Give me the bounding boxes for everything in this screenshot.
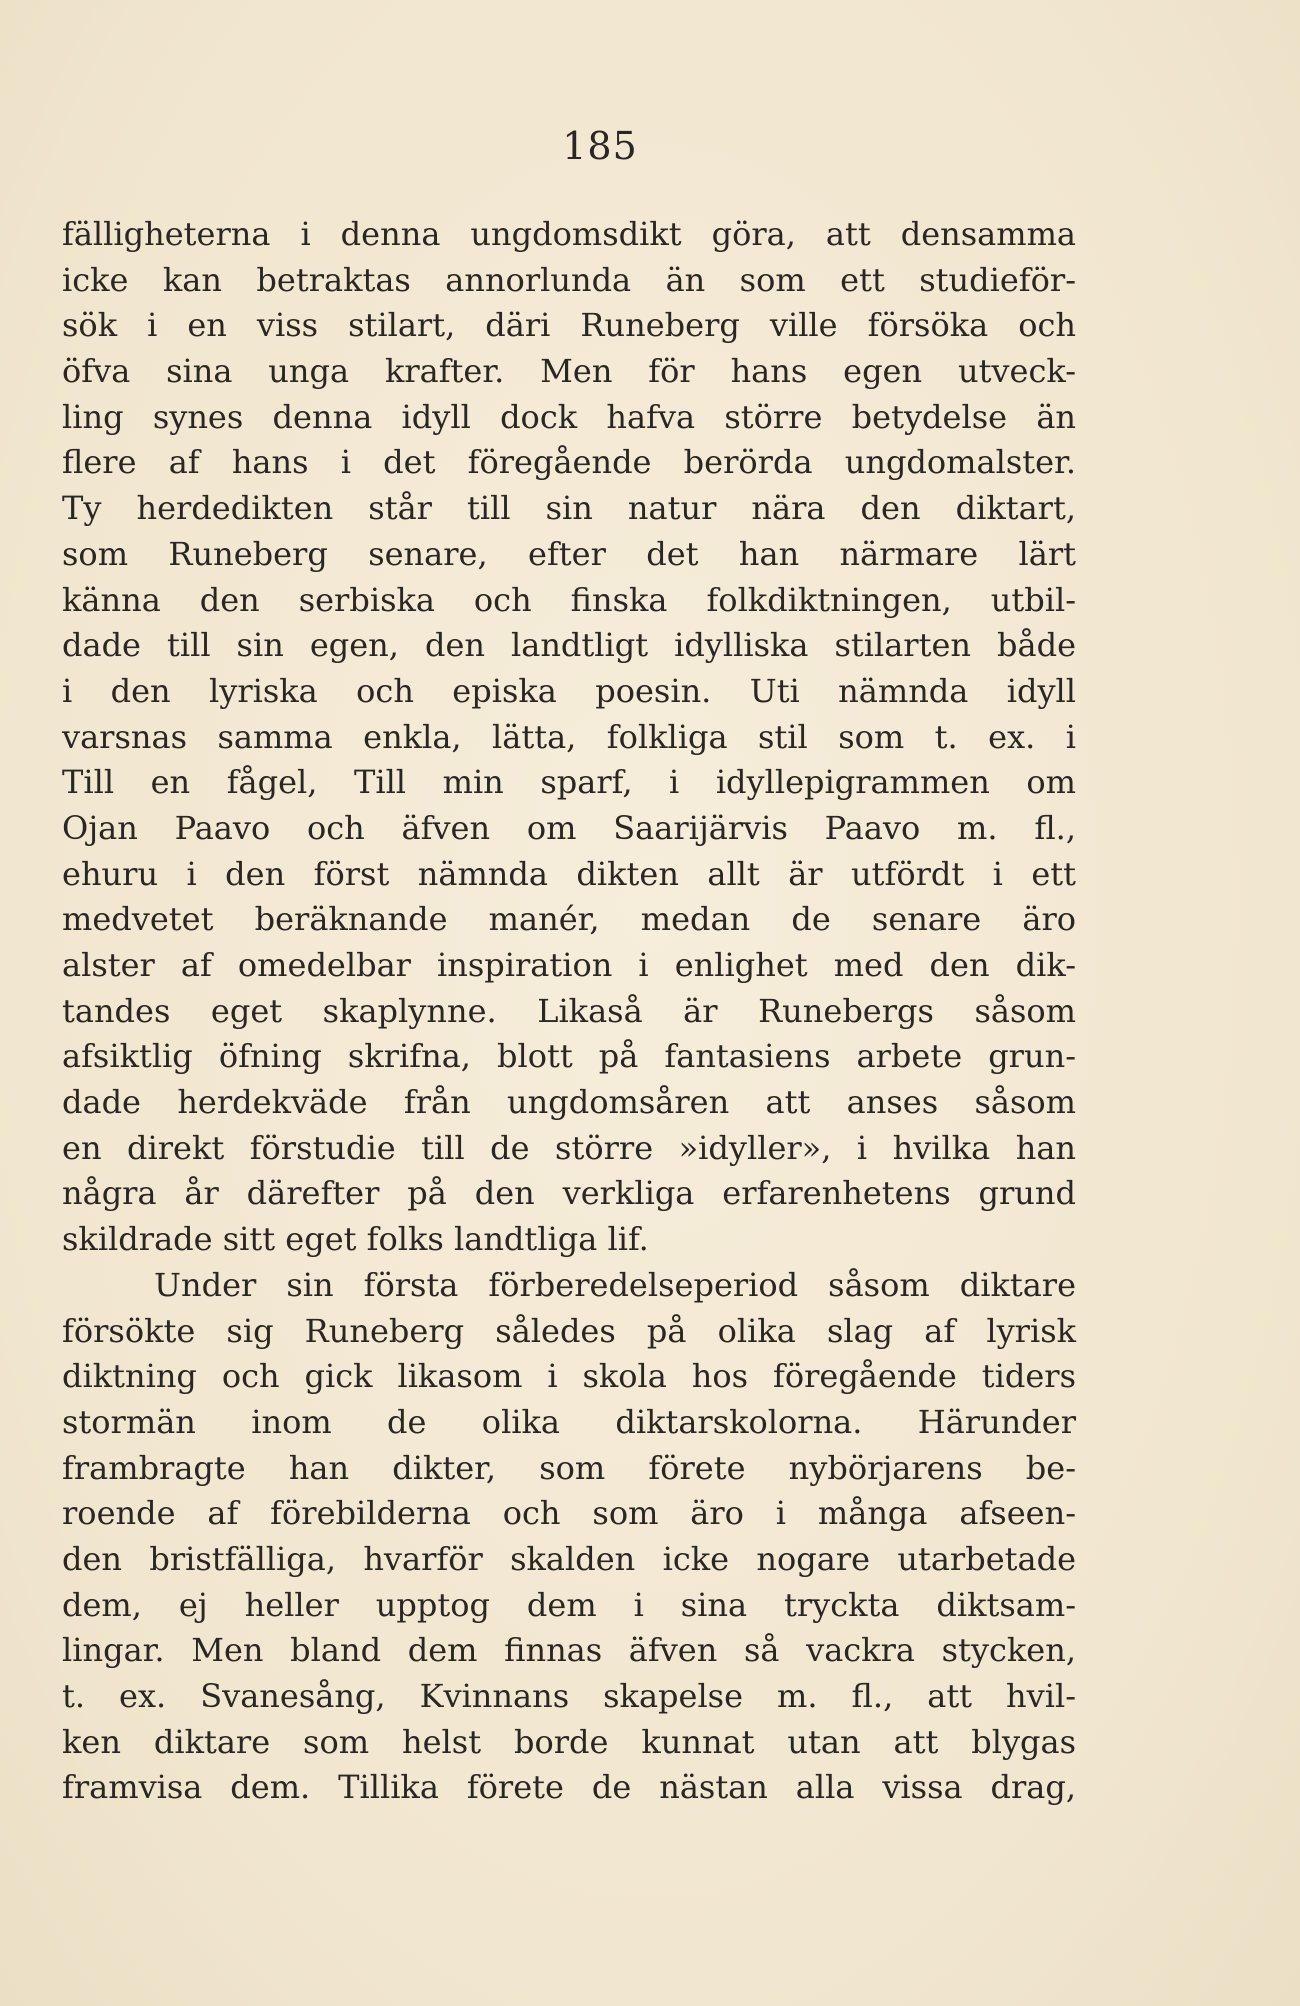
text-line: en direkt förstudie till de större »idyller», i hvilka han bbox=[62, 1128, 1076, 1167]
text-line: sök i en viss stilart, däri Runeberg ville försöka och bbox=[62, 306, 1076, 345]
text-line: alster af omedelbar inspiration i enlighet med den dik- bbox=[62, 946, 1076, 984]
text-line: i den lyriska och episka poesin. Uti nämnda idyll bbox=[62, 671, 1076, 710]
body-text bbox=[62, 212, 1076, 1811]
text-line: roende af förebilderna och som äro i många afseen- bbox=[62, 1494, 1076, 1533]
text-line: t. ex. Svanesång, Kvinnans skapelse m. fl., att hvil- bbox=[62, 1677, 1076, 1715]
text-line: lingar. Men bland dem finnas äfven så vackra stycken, bbox=[62, 1631, 1076, 1670]
page-number: 185 bbox=[562, 124, 638, 168]
text-line: ehuru i den först nämnda dikten allt är utfördt i ett bbox=[62, 854, 1076, 893]
text-line: fälligheterna i denna ungdomsdikt göra, att densamma bbox=[62, 215, 1076, 253]
text-line: dade till sin egen, den landtligt idylliska stilarten både bbox=[62, 626, 1076, 665]
text-line: dade herdekväde från ungdomsåren att anses såsom bbox=[62, 1083, 1076, 1122]
text-line: diktning och gick likasom i skola hos föregående tiders bbox=[62, 1357, 1076, 1396]
text-line: frambragte han dikter, som förete nybörjarens be- bbox=[62, 1448, 1076, 1487]
text-line-paragraph-end: skildrade sitt eget folks landtliga lif. bbox=[62, 1220, 649, 1259]
text-line: stormän inom de olika diktarskolorna. Härunder bbox=[62, 1402, 1076, 1441]
text-line: Ty herdedikten står till sin natur nära den diktart, bbox=[62, 489, 1076, 528]
text-line: tandes eget skaplynne. Likaså är Runebergs såsom bbox=[62, 991, 1076, 1030]
text-line: försökte sig Runeberg således på olika slag af lyrisk bbox=[62, 1311, 1076, 1350]
text-line: som Runeberg senare, efter det han närmare lärt bbox=[62, 534, 1076, 573]
text-line: öfva sina unga krafter. Men för hans egen utveck- bbox=[62, 352, 1076, 391]
text-line: ken diktare som helst borde kunnat utan att blygas bbox=[62, 1722, 1076, 1761]
text-line: icke kan betraktas annorlunda än som ett studieför- bbox=[62, 260, 1076, 299]
text-line: framvisa dem. Tillika förete de nästan alla vissa drag, bbox=[62, 1768, 1076, 1807]
text-line: Ojan Paavo och äfven om Saarijärvis Paavo m. fl., bbox=[62, 808, 1076, 847]
text-line: dem, ej heller upptog dem i sina tryckta diktsam- bbox=[62, 1585, 1076, 1624]
text-line: medvetet beräknande manér, medan de senare äro bbox=[62, 900, 1076, 939]
text-line: afsiktlig öfning skrifna, blott på fantasiens arbete grun- bbox=[62, 1037, 1076, 1076]
text-line: några år därefter på den verkliga erfarenhetens grund bbox=[62, 1174, 1076, 1213]
text-line: den bristfälliga, hvarför skalden icke nogare utarbetade bbox=[62, 1539, 1076, 1578]
text-line: Till en fågel, Till min sparf, i idyllepigrammen om bbox=[62, 763, 1076, 802]
text-line: flere af hans i det föregående berörda ungdomalster. bbox=[62, 443, 1076, 482]
text-line: ling synes denna idyll dock hafva större betydelse än bbox=[62, 397, 1076, 436]
text-line: känna den serbiska och finska folkdiktningen, utbil- bbox=[62, 580, 1076, 619]
text-line-paragraph-start: Under sin första förberedelseperiod såsom diktare bbox=[154, 1265, 1076, 1304]
text-line: varsnas samma enkla, lätta, folkliga stil som t. ex. i bbox=[62, 717, 1076, 756]
